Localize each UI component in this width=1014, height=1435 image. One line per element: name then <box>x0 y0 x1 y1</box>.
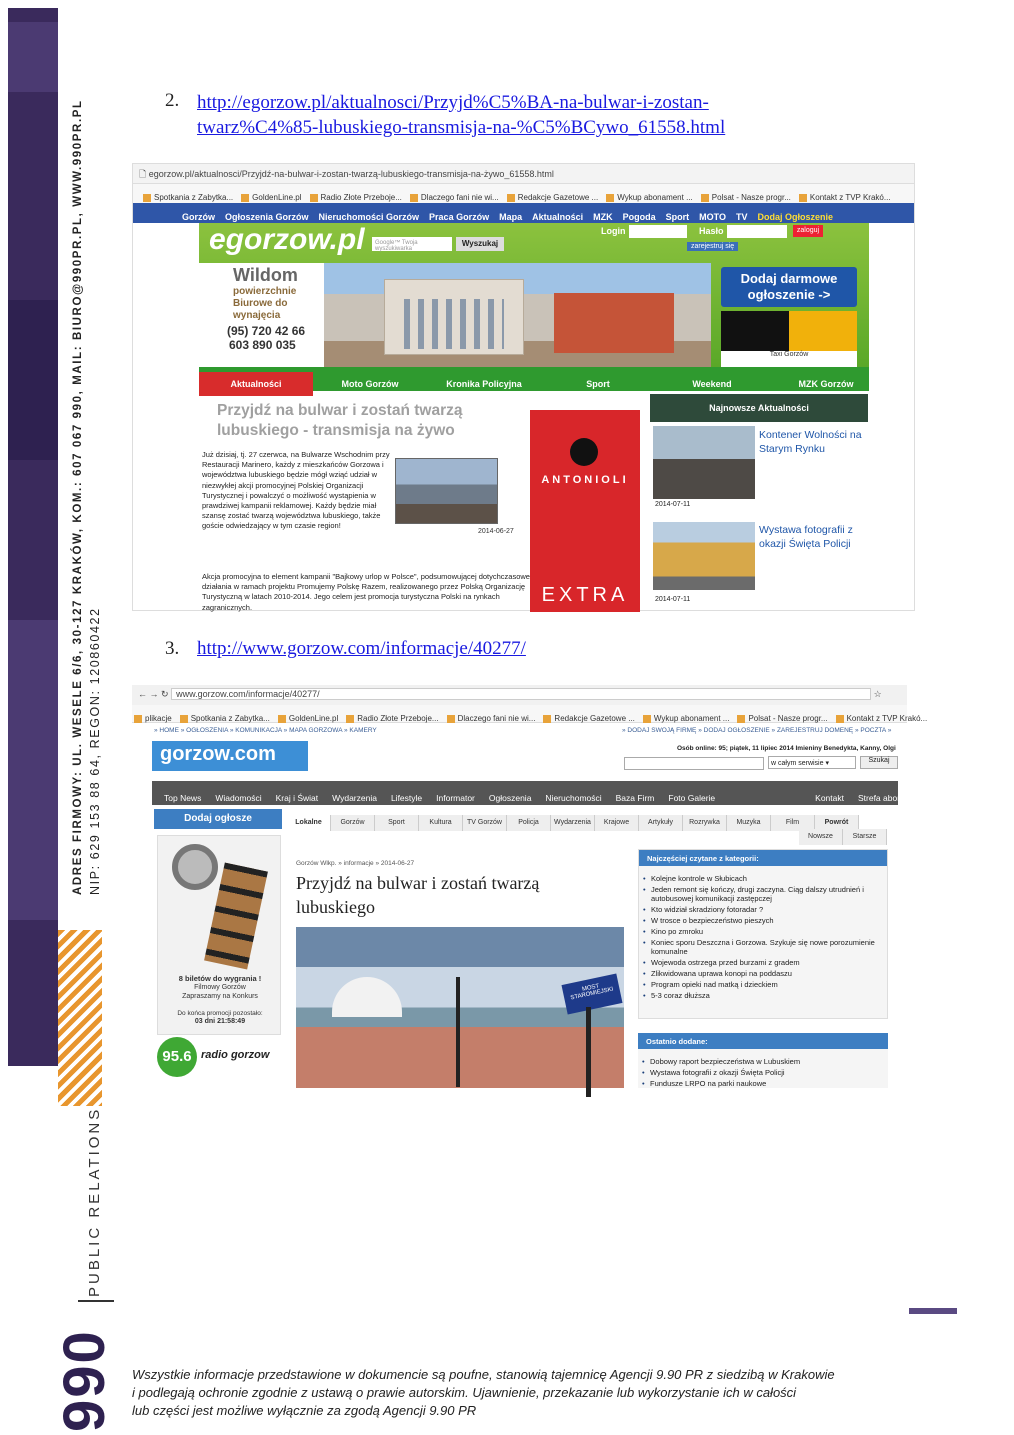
tab[interactable]: Policja <box>507 815 551 831</box>
article-title: Przyjdź na bulwar i zostań twarzą lubuskiego <box>296 873 540 917</box>
login-input[interactable] <box>629 225 687 238</box>
site-logo[interactable]: gorzow.com <box>152 741 308 771</box>
login-label: Login <box>601 226 626 236</box>
most-read-item[interactable]: • Kto widział skradziony fotoradar ? <box>651 905 887 914</box>
nav-item[interactable]: Kontakt <box>815 793 844 803</box>
bookmark[interactable]: GoldenLine.pl <box>278 714 338 723</box>
radio-name: radio gorzow <box>201 1049 270 1061</box>
nav-item[interactable]: MOTO <box>699 212 726 222</box>
latest-item-photo[interactable] <box>653 522 755 590</box>
taxi-label: Taxi Gorzów <box>769 351 809 358</box>
address-text[interactable]: egorzow.pl/aktualnosci/Przyjdź-na-bulwar-i-zostan-twarzą-lubuskiego-transmisja-na-żywo_61558.html <box>148 169 554 179</box>
tab[interactable]: Gorzów <box>331 815 375 831</box>
add-ad-button[interactable]: Dodaj ogłosze <box>154 809 282 829</box>
bookmark[interactable]: Dlaczego fani nie wi... <box>410 193 499 202</box>
confidentiality-footer <box>132 1366 912 1420</box>
section-tab[interactable]: Moto Gorzów <box>341 379 399 389</box>
bookmark[interactable]: plikacje <box>134 714 172 723</box>
nav-item[interactable]: TV <box>735 212 748 222</box>
bookmark[interactable]: Wykup abonament ... <box>643 714 730 723</box>
nav-item[interactable]: Wydarzenia <box>332 793 377 803</box>
bookmark[interactable]: GoldenLine.pl <box>241 193 301 202</box>
antonioli-banner[interactable] <box>530 410 640 612</box>
nav-item[interactable]: Ogłoszenia <box>488 793 532 803</box>
latest-header: Najnowsze Aktualności <box>650 394 868 422</box>
nav-item[interactable]: Foto Galerie <box>668 793 716 803</box>
promo-timer-label: Do końca promocji pozostało: <box>177 1010 263 1017</box>
radio-banner[interactable] <box>157 1037 281 1083</box>
photo-date: 2014-06-27 <box>478 528 514 535</box>
search-button[interactable]: Wyszukaj <box>456 237 504 251</box>
nav-item[interactable]: Pogoda <box>622 212 656 222</box>
latest-item-photo[interactable] <box>653 426 755 499</box>
login-button[interactable]: zaloguj <box>793 225 823 237</box>
promo-text: Zapraszamy na Konkurs <box>182 993 258 1000</box>
article-more: Akcja promocyjna to element kampanii "Bajkowy urlop w Polsce", podsumowującej dotychczasowe działania w ramach projektu Promujemy Polskę Razem, realizowanego przez Polską Organizację Turystyczną w latach 2010-2014. Jego celem jest promocja turystyczna Polski na rynkach zagranicznych. <box>202 572 530 612</box>
latest-item-date: 2014-07-11 <box>655 501 691 508</box>
item-2-link[interactable] <box>197 90 725 140</box>
section-tab[interactable]: Weekend <box>692 379 732 389</box>
search-button[interactable]: Szukaj <box>860 756 898 769</box>
nav-item[interactable]: Kraj i Świat <box>275 793 319 803</box>
tab[interactable]: Krajowe <box>595 815 639 831</box>
most-read-item[interactable]: • 5-3 coraz dłuższa <box>651 991 887 1000</box>
bookmark[interactable]: Spotkania z Zabytka... <box>143 193 233 202</box>
item-3-link[interactable]: http://www.gorzow.com/informacje/40277/ <box>197 638 526 659</box>
scope-value: w całym serwisie <box>771 760 824 767</box>
section-nav <box>199 367 869 391</box>
footer-line: Wszystkie informacje przedstawione w dokumencie są poufne, stanowią tajemnicę Agencji 9.90 PR z siedzibą w Krakowie <box>132 1367 835 1382</box>
tab[interactable]: Muzyka <box>727 815 771 831</box>
promo-text: 8 biletów do wygrania ! <box>178 974 262 983</box>
company-info-line1: ADRES FIRMOWY: UL. WESELE 6/6, 30-127 KRAKÓW, KOM.: 607 067 990, MAIL: BIURO@990PR.PL, WWW.990PR.PL <box>72 99 84 895</box>
article-photo <box>395 458 498 524</box>
bookmarks-bar <box>133 184 914 203</box>
company-info-line2: NIP: 629 153 88 64, REGON: 120860422 <box>88 607 102 895</box>
film-projector-icon <box>172 844 218 890</box>
address-field[interactable]: www.gorzow.com/informacje/40277/ <box>171 688 871 700</box>
tab-older[interactable]: Starsze <box>843 829 887 845</box>
screenshot-egorzow <box>132 163 915 611</box>
forward-icon[interactable]: → <box>149 689 159 699</box>
bookmark[interactable]: Polsat - Nasze progr... <box>701 193 791 202</box>
category-tabs <box>287 811 899 831</box>
nav-item-add[interactable]: Dodaj Ogłoszenie <box>757 212 833 222</box>
nav-item[interactable]: Top News <box>164 793 202 803</box>
nav-item[interactable]: Galeria Handlowa <box>932 793 1001 803</box>
tab[interactable]: Sport <box>375 815 419 831</box>
bookmark[interactable]: Spotkania z Zabytka... <box>180 714 270 723</box>
latest-item-date: 2014-07-11 <box>655 596 691 603</box>
site-logo[interactable]: egorzow.pl <box>209 223 365 256</box>
brand-public-relations: PUBLIC RELATIONS <box>86 1106 103 1297</box>
tab-newer[interactable]: Nowsze <box>799 829 843 845</box>
item-2-link-line1[interactable]: http://egorzow.pl/aktualnosci/Przyjd%C5%BA-na-bulwar-i-zostan- <box>197 92 709 113</box>
nav-item[interactable]: Aktualności <box>532 212 584 222</box>
tab-active[interactable]: Lokalne <box>287 815 331 831</box>
nav-item[interactable]: Informator <box>436 793 475 803</box>
nav-item[interactable]: Mapa <box>499 212 523 222</box>
most-read-box <box>638 849 888 1019</box>
wildom-ad[interactable] <box>199 263 324 367</box>
taxi-ad[interactable] <box>721 311 857 367</box>
brand-logo: 990 <box>52 1329 117 1432</box>
tab-back[interactable]: Powrót <box>815 815 859 831</box>
recent-item[interactable]: • Fundusze LRPO na parki naukowe <box>650 1079 888 1088</box>
recent-header: Ostatnio dodane: <box>638 1033 888 1049</box>
ad-phone: (95) 720 42 66 <box>227 324 306 338</box>
item-2-link-line2[interactable]: twarz%C4%85-lubuskiego-transmisja-na-%C5%BCywo_61558.html <box>197 117 726 138</box>
page-icon: 🗋 <box>139 169 149 179</box>
breadcrumb[interactable]: » HOME » OGŁOSZENIA » KOMUNIKACJA » MAPA GORZOWA » KAMERY <box>154 727 377 734</box>
most-read-item[interactable]: • W trosce o bezpieczeństwo pieszych <box>651 916 887 925</box>
article-title: Przyjdź na bulwar i zostań twarzą lubuskiego - transmisja na żywo <box>217 402 463 439</box>
city-photo <box>324 263 711 367</box>
sidebar-purple-stripe <box>8 620 58 920</box>
browser-toolbar <box>132 685 907 705</box>
promo-timer: 03 dni 21:58:49 <box>194 1018 246 1025</box>
add-ad-button[interactable]: Dodaj darmowe ogłoszenie -> <box>721 267 857 307</box>
latest-item-title[interactable]: Wystawa fotografii z okazji Święta Policji <box>759 524 853 550</box>
bookmark[interactable]: Kontakt z TVP Krakó... <box>836 714 928 723</box>
radio-logo: 95.6 <box>157 1037 197 1077</box>
screenshot-gorzow-com <box>132 685 1001 1088</box>
footer-line: lub części jest możliwe wyłącznie za zgodą Agencji 9.90 PR <box>132 1403 477 1418</box>
section-tab[interactable]: MZK Gorzów <box>798 379 854 389</box>
sidebar-orange-stripes <box>58 930 102 1106</box>
article-text: Już dzisiaj, tj. 27 czerwca, na Bulwarze Wschodnim przy Restauracji Marinero, każdy z mieszkańców Gorzowa i województwa lubuskiego będzie mógł wziąć udział w niezwykłej akcji promocyjnej Polskiej Organizacji Turystycznej i powalczyć o możliwość wystąpienia w prawdziwej kampanii reklamowej. Każdy będzie miał szansę zostać twarzą województwa lubuskiego, także goście odwiedzający w tym czasie region! <box>202 450 390 531</box>
most-read-item[interactable]: • Program opieki nad matką i dzieckiem <box>651 980 887 989</box>
tab[interactable]: TV Gorzów <box>463 815 507 831</box>
bookmarks-bar <box>132 705 928 723</box>
most-read-item[interactable]: • Kolejne kontrole w Słubicach <box>651 874 887 883</box>
bookmark[interactable]: Wykup abonament ... <box>606 193 693 202</box>
nav-item[interactable]: Ogłoszenia Gorzów <box>225 212 309 222</box>
most-read-item[interactable]: • Jeden remont się kończy, drugi zaczyna. Ciąg dalszy utrudnień i autobusowej komunikacji zastępczej <box>651 885 887 903</box>
nav-item[interactable]: Praca Gorzów <box>429 212 490 222</box>
most-read-item[interactable]: • Koniec sporu Deszczna i Gorzowa. Szykuje się nowe porozumienie komunalne <box>651 938 887 956</box>
back-icon[interactable]: ← <box>138 689 147 699</box>
bookmark[interactable]: Kontakt z TVP Krakó... <box>799 193 891 202</box>
bookmark[interactable]: Redakcje Gazetowe ... <box>507 193 598 202</box>
nav-item[interactable]: Nieruchomości Gorzów <box>318 212 420 222</box>
nav-item[interactable]: Gorzów <box>182 212 215 222</box>
tab[interactable]: Artykuły <box>639 815 683 831</box>
most-read-header: Najczęściej czytane z kategorii: <box>639 850 887 866</box>
article-meta: Gorzów Wlkp. » informacje » 2014-06-27 <box>296 860 415 867</box>
recent-item[interactable]: • Wystawa fotografii z okazji Święta Policji <box>650 1068 888 1077</box>
nav-item[interactable]: MZK <box>593 212 613 222</box>
bookmark[interactable]: Redakcje Gazetowe ... <box>543 714 634 723</box>
bookmark[interactable]: Dlaczego fani nie wi... <box>447 714 536 723</box>
nav-item[interactable]: Lifestyle <box>390 793 423 803</box>
ad-text: powierzchnie Biurowe do wynajęcia <box>233 286 297 321</box>
main-nav <box>152 781 1001 805</box>
banner-text: EXTRA <box>541 584 629 606</box>
top-links[interactable]: » DODAJ SWOJĄ FIRMĘ » DODAJ OGŁOSZENIE » ZAREJESTRUJ DOMENĘ » POCZTA » <box>622 727 892 734</box>
street-sign: MOST STAROMIEJSKI <box>561 974 622 1015</box>
password-label: Hasło <box>699 226 724 236</box>
nav-item[interactable]: Baza Firm <box>615 793 655 803</box>
nav-item[interactable]: Nieruchomości <box>545 793 602 803</box>
sidebar-purple-stripe <box>8 300 58 460</box>
register-link[interactable]: zarejestruj się <box>687 242 738 251</box>
online-info: Osób online: 95; piątek, 11 lipiec 2014 Imieniny Benedykta, Kanny, Olgi <box>677 745 896 752</box>
tab[interactable]: Wydarzenia <box>551 815 595 831</box>
tab[interactable]: Kultura <box>419 815 463 831</box>
bookmark[interactable]: Polsat - Nasze progr... <box>737 714 827 723</box>
article-photo <box>296 927 624 1088</box>
latest-item-title[interactable]: Kontener Wolności na Starym Rynku <box>759 429 862 455</box>
banner-brand: ANTONIOLI <box>541 474 629 486</box>
password-input[interactable] <box>727 225 787 238</box>
nav-item[interactable]: Strefa abonenta <box>857 793 919 803</box>
most-read-item[interactable]: • Kino po zmroku <box>651 927 887 936</box>
most-read-item[interactable]: • Wojewoda ostrzega przed burzami z gradem <box>651 958 887 967</box>
reload-icon[interactable]: ↻ <box>161 689 169 699</box>
top-nav <box>133 203 914 223</box>
tab[interactable]: Rozrywka <box>683 815 727 831</box>
promo-text: Filmowy Gorzów <box>194 984 246 991</box>
brand-divider <box>78 1300 114 1302</box>
search-input[interactable]: Google™ Twoja wyszukiwarka <box>372 237 452 251</box>
search-input[interactable] <box>624 757 764 770</box>
section-tab[interactable]: Kronika Policyjna <box>446 379 522 389</box>
bookmark[interactable]: Radio Złote Przeboje... <box>310 193 402 202</box>
star-icon[interactable]: ☆ <box>873 689 882 699</box>
bookmark[interactable]: Radio Złote Przeboje... <box>346 714 438 723</box>
promo-box[interactable] <box>157 835 281 1035</box>
lamp-post <box>456 977 460 1087</box>
most-read-item[interactable]: • Zlikwidowana uprawa konopi na poddaszu <box>651 969 887 978</box>
section-tab-active[interactable]: Aktualności <box>199 372 313 396</box>
section-tab[interactable]: Sport <box>586 379 610 389</box>
sidebar-purple-stripe <box>8 22 58 92</box>
item-2-number: 2. <box>165 90 180 111</box>
recent-box <box>638 1033 888 1088</box>
right-accent-bar <box>909 1308 957 1314</box>
nav-item[interactable]: Sport <box>665 212 690 222</box>
nav-item[interactable]: Wiadomości <box>215 793 262 803</box>
recent-item[interactable]: • Dobowy raport bezpieczeństwa w Lubuskiem <box>650 1057 888 1066</box>
item-3-number: 3. <box>165 638 180 659</box>
tab[interactable]: Film <box>771 815 815 831</box>
footer-line: i podlegają ochronie zgodnie z ustawą o prawie autorskim. Ujawnienie, przekazanie lub wykorzystanie ich w całości <box>132 1385 797 1400</box>
ad-title: Wildom <box>233 265 298 285</box>
address-bar[interactable] <box>133 164 914 184</box>
ad-phone: 603 890 035 <box>229 338 296 352</box>
search-scope-select[interactable]: w całym serwisie ▾ <box>768 756 856 769</box>
play-icon <box>570 438 598 466</box>
